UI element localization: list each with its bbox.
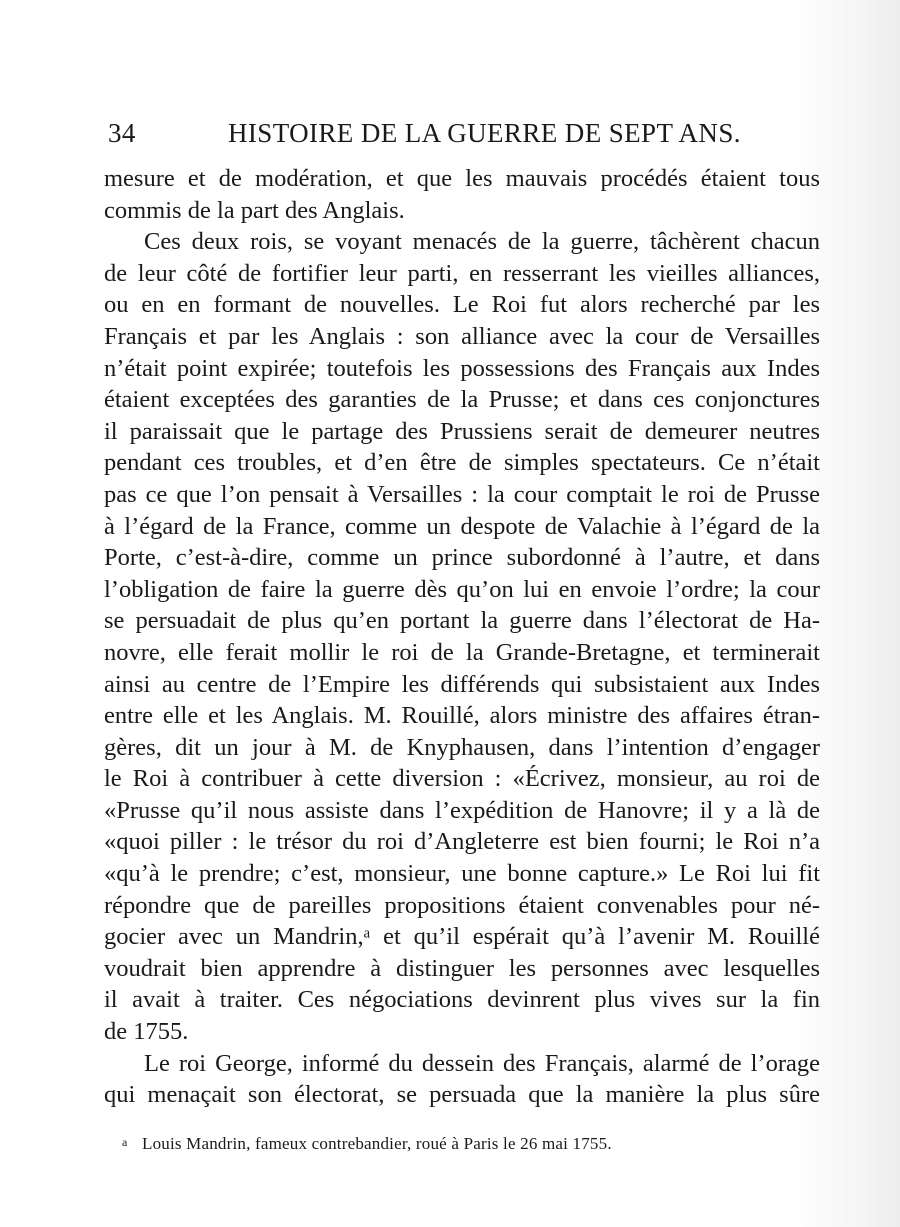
text-line: entre elle et les Anglais. M. Rouillé, alors ministre des affaires étran- xyxy=(104,702,820,730)
text-line: gocier avec un Mandrin,ᵃ et qu’il espérait qu’à l’avenir M. Rouillé xyxy=(104,923,820,951)
text-line: se persuadait de plus qu’en portant la guerre dans l’électorat de Ha- xyxy=(104,607,820,635)
text-line: à l’égard de la France, comme un despote de Valachie à l’égard de la xyxy=(104,512,820,540)
footnote-marker: a xyxy=(122,1135,128,1149)
text-line: «quoi piller : le trésor du roi d’Angleterre est bien fourni; le Roi n’a xyxy=(104,828,820,856)
text-line: le Roi à contribuer à cette diversion : «Écrivez, monsieur, au roi de xyxy=(104,765,820,793)
body-text xyxy=(104,163,820,1111)
text-line: il avait à traiter. Ces négociations devinrent plus vives sur la fin xyxy=(104,986,820,1014)
text-line: qui menaçait son électorat, se persuada que la manière la plus sûre xyxy=(104,1081,820,1109)
text-line: n’était point expirée; toutefois les possessions des Français aux Indes xyxy=(104,354,820,382)
text-line: gères, dit un jour à M. de Knyphausen, dans l’intention d’engager xyxy=(104,733,820,761)
text-line: étaient exceptées des garanties de la Prusse; et dans ces conjonctures xyxy=(104,386,820,414)
text-line: Français et par les Anglais : son alliance avec la cour de Versailles xyxy=(104,322,820,350)
running-head xyxy=(108,118,820,152)
text-line: ainsi au centre de l’Empire les différends qui subsistaient aux Indes xyxy=(104,670,820,698)
footnote xyxy=(122,1134,612,1154)
text-line: Le roi George, informé du dessein des Français, alarmé de l’orage xyxy=(144,1049,820,1077)
text-line: voudrait bien apprendre à distinguer les personnes avec lesquelles xyxy=(104,954,820,982)
text-line: pas ce que l’on pensait à Versailles : la cour comptait le roi de Prusse xyxy=(104,480,820,508)
text-line: l’obligation de faire la guerre dès qu’on lui en envoie l’ordre; la cour xyxy=(104,575,820,603)
page-number: 34 xyxy=(108,118,136,148)
text-line: mesure et de modération, et que les mauvais procédés étaient tous xyxy=(104,165,820,192)
text-line: il paraissait que le partage des Prussiens serait de demeurer neutres xyxy=(104,417,820,445)
text-line: «qu’à le prendre; c’est, monsieur, une bonne capture.» Le Roi lui fit xyxy=(104,860,820,888)
text-line: «Prusse qu’il nous assiste dans l’expédition de Hanovre; il y a là de xyxy=(104,796,820,824)
text-line: répondre que de pareilles propositions étaient convenables pour né- xyxy=(104,891,820,919)
text-line: ou en en formant de nouvelles. Le Roi fut alors recherché par les xyxy=(104,291,820,319)
text-line: pendant ces troubles, et d’en être de simples spectateurs. Ce n’était xyxy=(104,449,820,477)
text-line: Porte, c’est-à-dire, comme un prince subordonné à l’autre, et dans xyxy=(104,544,820,572)
footnote-text: Louis Mandrin, fameux contrebandier, roué à Paris le 26 mai 1755. xyxy=(142,1134,612,1153)
text-line: de 1755. xyxy=(104,1018,189,1046)
text-line: Ces deux rois, se voyant menacés de la guerre, tâchèrent chacun xyxy=(144,228,820,256)
text-line: commis de la part des Anglais. xyxy=(104,196,405,224)
text-line: de leur côté de fortifier leur parti, en resserrant les vieilles alliances, xyxy=(104,259,820,287)
running-title: HISTOIRE DE LA GUERRE DE SEPT ANS. xyxy=(228,118,741,148)
text-line: novre, elle ferait mollir le roi de la Grande-Bretagne, et terminerait xyxy=(104,638,820,666)
